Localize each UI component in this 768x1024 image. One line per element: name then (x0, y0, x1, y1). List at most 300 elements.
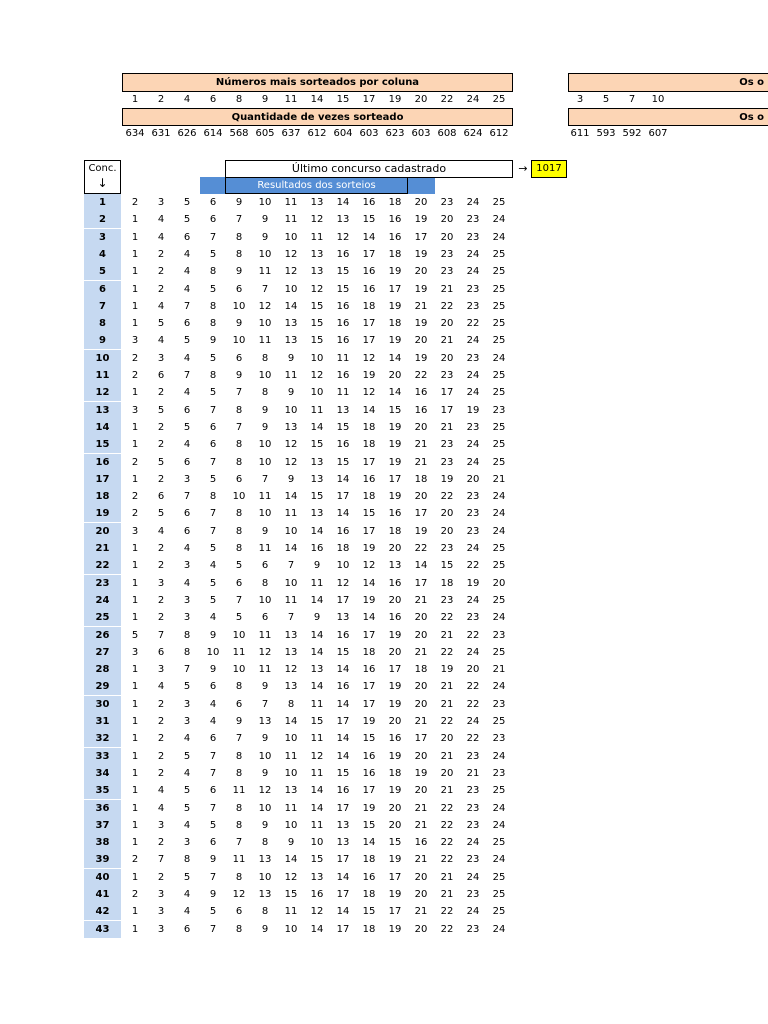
result-cell[interactable]: 9 (261, 421, 269, 433)
result-cell[interactable]: 7 (261, 283, 269, 295)
result-cell[interactable]: 9 (261, 733, 269, 745)
result-cell[interactable]: 20 (492, 577, 506, 589)
result-cell[interactable]: 13 (310, 266, 324, 278)
result-cell[interactable]: 9 (261, 525, 269, 537)
result-cell[interactable]: 3 (183, 560, 191, 572)
result-cell[interactable]: 2 (131, 889, 139, 900)
result-cell[interactable]: 5 (209, 819, 217, 831)
result-cell[interactable]: 12 (284, 871, 298, 883)
result-cell[interactable]: 18 (336, 543, 350, 554)
contest-number[interactable]: 21 (84, 540, 121, 557)
result-cell[interactable]: 18 (362, 923, 376, 935)
result-cell[interactable]: 10 (284, 767, 298, 779)
result-cell[interactable]: 22 (466, 733, 480, 745)
result-cell[interactable]: 1 (131, 266, 139, 278)
contest-number[interactable]: 8 (84, 315, 121, 332)
result-cell[interactable]: 20 (414, 785, 428, 797)
result-cell[interactable]: 4 (183, 767, 191, 779)
result-cell[interactable]: 3 (157, 819, 165, 831)
result-cell[interactable]: 12 (310, 370, 324, 381)
result-cell[interactable]: 24 (466, 335, 480, 347)
result-cell[interactable]: 4 (157, 335, 165, 347)
contest-number[interactable]: 22 (84, 557, 121, 574)
result-cell[interactable]: 1 (131, 733, 139, 745)
result-cell[interactable]: 1 (131, 664, 139, 676)
result-cell[interactable]: 14 (284, 491, 298, 503)
contest-number[interactable]: 14 (84, 419, 121, 436)
result-cell[interactable]: 6 (235, 473, 243, 485)
result-cell[interactable]: 20 (414, 612, 428, 624)
result-cell[interactable]: 10 (232, 491, 246, 503)
result-cell[interactable]: 17 (336, 716, 350, 727)
result-cell[interactable]: 25 (492, 197, 506, 208)
result-cell[interactable]: 20 (414, 871, 428, 883)
result-cell[interactable]: 17 (388, 871, 402, 883)
result-cell[interactable]: 12 (336, 577, 350, 589)
result-cell[interactable]: 14 (336, 750, 350, 762)
result-cell[interactable]: 12 (362, 352, 376, 364)
result-cell[interactable]: 8 (235, 456, 243, 468)
result-cell[interactable]: 8 (235, 508, 243, 520)
contest-number[interactable]: 37 (84, 817, 121, 834)
result-cell[interactable]: 11 (284, 197, 298, 208)
result-cell[interactable]: 2 (157, 266, 165, 278)
result-cell[interactable]: 12 (336, 231, 350, 243)
result-cell[interactable]: 2 (131, 370, 139, 381)
result-cell[interactable]: 1 (131, 785, 139, 797)
result-cell[interactable]: 2 (131, 352, 139, 364)
result-cell[interactable]: 10 (310, 837, 324, 849)
contest-number[interactable]: 4 (84, 246, 121, 263)
result-cell[interactable]: 4 (183, 906, 191, 918)
contest-number[interactable]: 29 (84, 678, 121, 695)
result-cell[interactable]: 11 (284, 802, 298, 814)
result-cell[interactable]: 3 (131, 404, 139, 416)
result-cell[interactable]: 22 (466, 560, 480, 572)
result-cell[interactable]: 4 (183, 889, 191, 900)
result-cell[interactable]: 7 (209, 767, 217, 779)
result-cell[interactable]: 3 (157, 664, 165, 676)
result-cell[interactable]: 2 (157, 421, 165, 433)
result-cell[interactable]: 14 (336, 473, 350, 485)
result-cell[interactable]: 16 (336, 300, 350, 312)
result-cell[interactable]: 21 (414, 854, 428, 866)
result-cell[interactable]: 1 (131, 248, 139, 260)
result-cell[interactable]: 19 (388, 750, 402, 762)
result-cell[interactable]: 14 (362, 404, 376, 416)
contest-number[interactable]: 41 (84, 886, 121, 903)
result-cell[interactable]: 8 (183, 629, 191, 641)
result-cell[interactable]: 23 (440, 197, 454, 208)
result-cell[interactable]: 14 (336, 508, 350, 520)
result-cell[interactable]: 14 (362, 577, 376, 589)
result-cell[interactable]: 6 (209, 439, 217, 451)
result-cell[interactable]: 8 (235, 404, 243, 416)
result-cell[interactable]: 8 (209, 300, 217, 312)
result-cell[interactable]: 4 (183, 387, 191, 399)
result-cell[interactable]: 20 (388, 646, 402, 658)
result-cell[interactable]: 23 (466, 785, 480, 797)
result-cell[interactable]: 6 (183, 456, 191, 468)
result-cell[interactable]: 20 (440, 508, 454, 520)
result-cell[interactable]: 1 (131, 577, 139, 589)
result-cell[interactable]: 19 (362, 594, 376, 606)
result-cell[interactable]: 5 (183, 750, 191, 762)
result-cell[interactable]: 8 (235, 231, 243, 243)
result-cell[interactable]: 17 (336, 594, 350, 606)
result-cell[interactable]: 4 (183, 283, 191, 295)
result-cell[interactable]: 8 (183, 646, 191, 658)
result-cell[interactable]: 13 (284, 629, 298, 641)
result-cell[interactable]: 1 (131, 750, 139, 762)
result-cell[interactable]: 16 (414, 837, 428, 849)
result-cell[interactable]: 8 (235, 543, 243, 554)
result-cell[interactable]: 17 (414, 733, 428, 745)
contest-number[interactable]: 33 (84, 748, 121, 765)
result-cell[interactable]: 7 (209, 923, 217, 935)
result-cell[interactable]: 17 (388, 664, 402, 676)
result-cell[interactable]: 8 (261, 577, 269, 589)
result-cell[interactable]: 16 (388, 612, 402, 624)
result-cell[interactable]: 2 (131, 854, 139, 866)
result-cell[interactable]: 21 (414, 819, 428, 831)
result-cell[interactable]: 11 (232, 646, 246, 658)
result-cell[interactable]: 19 (388, 698, 402, 710)
result-cell[interactable]: 3 (157, 352, 165, 364)
result-cell[interactable]: 5 (131, 629, 139, 641)
contest-number[interactable]: 23 (84, 575, 121, 592)
result-cell[interactable]: 7 (209, 456, 217, 468)
result-cell[interactable]: 5 (157, 456, 165, 468)
result-cell[interactable]: 20 (414, 335, 428, 347)
result-cell[interactable]: 19 (388, 439, 402, 451)
result-cell[interactable]: 18 (362, 491, 376, 503)
result-cell[interactable]: 1 (131, 871, 139, 883)
result-cell[interactable]: 16 (388, 508, 402, 520)
result-cell[interactable]: 21 (440, 681, 454, 693)
result-cell[interactable]: 19 (388, 491, 402, 503)
contest-number[interactable]: 32 (84, 730, 121, 747)
result-cell[interactable]: 3 (157, 889, 165, 900)
result-cell[interactable]: 1 (131, 560, 139, 572)
result-cell[interactable]: 13 (310, 473, 324, 485)
result-cell[interactable]: 10 (232, 664, 246, 676)
result-cell[interactable]: 20 (440, 231, 454, 243)
result-cell[interactable]: 6 (209, 837, 217, 849)
result-cell[interactable]: 24 (492, 508, 506, 520)
result-cell[interactable]: 12 (284, 266, 298, 278)
result-cell[interactable]: 11 (232, 785, 246, 797)
result-cell[interactable]: 19 (414, 352, 428, 364)
result-cell[interactable]: 5 (209, 352, 217, 364)
result-cell[interactable]: 23 (466, 750, 480, 762)
result-cell[interactable]: 14 (414, 560, 428, 572)
result-cell[interactable]: 23 (492, 629, 506, 641)
result-cell[interactable]: 6 (261, 560, 269, 572)
result-cell[interactable]: 19 (466, 404, 480, 416)
result-cell[interactable]: 22 (440, 819, 454, 831)
result-cell[interactable]: 21 (440, 335, 454, 347)
result-cell[interactable]: 17 (362, 318, 376, 330)
result-cell[interactable]: 7 (209, 525, 217, 537)
result-cell[interactable]: 21 (414, 456, 428, 468)
result-cell[interactable]: 23 (492, 698, 506, 710)
result-cell[interactable]: 15 (310, 439, 324, 451)
result-cell[interactable]: 21 (440, 785, 454, 797)
result-cell[interactable]: 4 (183, 352, 191, 364)
result-cell[interactable]: 15 (336, 767, 350, 779)
contest-number[interactable]: 43 (84, 921, 121, 938)
result-cell[interactable]: 9 (261, 214, 269, 226)
result-cell[interactable]: 17 (362, 629, 376, 641)
result-cell[interactable]: 8 (209, 318, 217, 330)
result-cell[interactable]: 1 (131, 231, 139, 243)
result-cell[interactable]: 22 (414, 543, 428, 554)
result-cell[interactable]: 2 (157, 473, 165, 485)
result-cell[interactable]: 16 (336, 785, 350, 797)
result-cell[interactable]: 6 (209, 214, 217, 226)
result-cell[interactable]: 5 (209, 473, 217, 485)
result-cell[interactable]: 21 (414, 439, 428, 451)
result-cell[interactable]: 15 (362, 906, 376, 918)
result-cell[interactable]: 16 (362, 266, 376, 278)
result-cell[interactable]: 5 (209, 387, 217, 399)
result-cell[interactable]: 9 (261, 819, 269, 831)
result-cell[interactable]: 20 (414, 197, 428, 208)
result-cell[interactable]: 22 (440, 612, 454, 624)
result-cell[interactable]: 11 (258, 266, 272, 278)
result-cell[interactable]: 11 (310, 733, 324, 745)
result-cell[interactable]: 25 (492, 594, 506, 606)
result-cell[interactable]: 17 (362, 525, 376, 537)
result-cell[interactable]: 10 (284, 733, 298, 745)
result-cell[interactable]: 12 (258, 300, 272, 312)
result-cell[interactable]: 19 (388, 629, 402, 641)
result-cell[interactable]: 7 (235, 733, 243, 745)
result-cell[interactable]: 21 (414, 594, 428, 606)
result-cell[interactable]: 1 (131, 473, 139, 485)
result-cell[interactable]: 8 (287, 698, 295, 710)
result-cell[interactable]: 24 (466, 197, 480, 208)
result-cell[interactable]: 22 (440, 300, 454, 312)
result-cell[interactable]: 4 (183, 266, 191, 278)
result-cell[interactable]: 7 (209, 508, 217, 520)
result-cell[interactable]: 16 (388, 577, 402, 589)
result-cell[interactable]: 10 (258, 248, 272, 260)
contest-number[interactable]: 42 (84, 903, 121, 920)
result-cell[interactable]: 25 (492, 871, 506, 883)
result-cell[interactable]: 8 (261, 352, 269, 364)
result-cell[interactable]: 20 (440, 352, 454, 364)
result-cell[interactable]: 21 (440, 889, 454, 900)
result-cell[interactable]: 22 (466, 318, 480, 330)
result-cell[interactable]: 7 (235, 387, 243, 399)
result-cell[interactable]: 2 (157, 767, 165, 779)
result-cell[interactable]: 23 (440, 248, 454, 260)
result-cell[interactable]: 12 (362, 560, 376, 572)
contest-number[interactable]: 11 (84, 367, 121, 384)
result-cell[interactable]: 19 (414, 767, 428, 779)
contest-number[interactable]: 13 (84, 402, 121, 419)
result-cell[interactable]: 2 (131, 197, 139, 208)
result-cell[interactable]: 21 (492, 664, 506, 676)
result-cell[interactable]: 5 (183, 421, 191, 433)
result-cell[interactable]: 2 (157, 612, 165, 624)
result-cell[interactable]: 4 (157, 681, 165, 693)
result-cell[interactable]: 14 (310, 681, 324, 693)
result-cell[interactable]: 17 (388, 473, 402, 485)
result-cell[interactable]: 7 (261, 473, 269, 485)
result-cell[interactable]: 11 (310, 404, 324, 416)
result-cell[interactable]: 22 (440, 854, 454, 866)
result-cell[interactable]: 11 (284, 508, 298, 520)
result-cell[interactable]: 20 (414, 491, 428, 503)
result-cell[interactable]: 4 (209, 560, 217, 572)
result-cell[interactable]: 23 (466, 231, 480, 243)
result-cell[interactable]: 10 (258, 871, 272, 883)
result-cell[interactable]: 7 (183, 664, 191, 676)
result-cell[interactable]: 2 (157, 698, 165, 710)
result-cell[interactable]: 13 (258, 854, 272, 866)
result-cell[interactable]: 9 (235, 197, 243, 208)
result-cell[interactable]: 9 (261, 231, 269, 243)
result-cell[interactable]: 2 (157, 594, 165, 606)
result-cell[interactable]: 17 (362, 248, 376, 260)
result-cell[interactable]: 14 (310, 923, 324, 935)
result-cell[interactable]: 1 (131, 681, 139, 693)
contest-number[interactable]: 30 (84, 696, 121, 713)
result-cell[interactable]: 22 (466, 629, 480, 641)
contest-number[interactable]: 25 (84, 609, 121, 626)
result-cell[interactable]: 10 (284, 819, 298, 831)
result-cell[interactable]: 3 (183, 698, 191, 710)
result-cell[interactable]: 15 (310, 854, 324, 866)
result-cell[interactable]: 14 (362, 231, 376, 243)
result-cell[interactable]: 1 (131, 716, 139, 727)
result-cell[interactable]: 14 (310, 421, 324, 433)
result-cell[interactable]: 20 (414, 923, 428, 935)
result-cell[interactable]: 8 (209, 370, 217, 381)
result-cell[interactable]: 17 (362, 335, 376, 347)
result-cell[interactable]: 15 (336, 421, 350, 433)
result-cell[interactable]: 8 (235, 871, 243, 883)
result-cell[interactable]: 24 (466, 456, 480, 468)
result-cell[interactable]: 5 (209, 906, 217, 918)
result-cell[interactable]: 24 (492, 819, 506, 831)
contest-number[interactable]: 31 (84, 713, 121, 730)
result-cell[interactable]: 21 (440, 421, 454, 433)
contest-number[interactable]: 28 (84, 661, 121, 678)
result-cell[interactable]: 20 (388, 543, 402, 554)
result-cell[interactable]: 16 (310, 543, 324, 554)
result-cell[interactable]: 9 (209, 854, 217, 866)
result-cell[interactable]: 9 (261, 767, 269, 779)
result-cell[interactable]: 8 (261, 837, 269, 849)
result-cell[interactable]: 6 (209, 733, 217, 745)
result-cell[interactable]: 12 (284, 439, 298, 451)
result-cell[interactable]: 2 (157, 750, 165, 762)
result-cell[interactable]: 13 (258, 716, 272, 727)
result-cell[interactable]: 10 (206, 646, 220, 658)
result-cell[interactable]: 18 (362, 421, 376, 433)
result-cell[interactable]: 10 (258, 318, 272, 330)
result-cell[interactable]: 6 (235, 698, 243, 710)
result-cell[interactable]: 16 (310, 889, 324, 900)
result-cell[interactable]: 10 (310, 352, 324, 364)
result-cell[interactable]: 8 (209, 491, 217, 503)
result-cell[interactable]: 10 (258, 439, 272, 451)
result-cell[interactable]: 14 (336, 197, 350, 208)
result-cell[interactable]: 24 (492, 214, 506, 226)
result-cell[interactable]: 14 (310, 785, 324, 797)
result-cell[interactable]: 2 (157, 560, 165, 572)
result-cell[interactable]: 16 (336, 525, 350, 537)
result-cell[interactable]: 24 (466, 716, 480, 727)
result-cell[interactable]: 15 (362, 819, 376, 831)
result-cell[interactable]: 18 (388, 318, 402, 330)
result-cell[interactable]: 16 (336, 629, 350, 641)
result-cell[interactable]: 20 (440, 214, 454, 226)
result-cell[interactable]: 13 (310, 871, 324, 883)
result-cell[interactable]: 10 (284, 923, 298, 935)
result-cell[interactable]: 25 (492, 421, 506, 433)
result-cell[interactable]: 15 (388, 404, 402, 416)
result-cell[interactable]: 12 (310, 214, 324, 226)
result-cell[interactable]: 25 (492, 837, 506, 849)
result-cell[interactable]: 8 (235, 802, 243, 814)
result-cell[interactable]: 20 (466, 664, 480, 676)
result-cell[interactable]: 18 (362, 439, 376, 451)
result-cell[interactable]: 16 (362, 664, 376, 676)
result-cell[interactable]: 25 (492, 889, 506, 900)
result-cell[interactable]: 19 (388, 785, 402, 797)
result-cell[interactable]: 11 (258, 491, 272, 503)
result-cell[interactable]: 5 (209, 594, 217, 606)
result-cell[interactable]: 6 (157, 491, 165, 503)
result-cell[interactable]: 7 (183, 370, 191, 381)
result-cell[interactable]: 16 (388, 231, 402, 243)
result-cell[interactable]: 16 (362, 197, 376, 208)
result-cell[interactable]: 18 (362, 300, 376, 312)
result-cell[interactable]: 12 (310, 283, 324, 295)
result-cell[interactable]: 11 (310, 231, 324, 243)
result-cell[interactable]: 4 (209, 716, 217, 727)
result-cell[interactable]: 20 (388, 716, 402, 727)
result-cell[interactable]: 5 (183, 681, 191, 693)
result-cell[interactable]: 17 (336, 889, 350, 900)
result-cell[interactable]: 4 (183, 248, 191, 260)
result-cell[interactable]: 23 (466, 923, 480, 935)
result-cell[interactable]: 8 (235, 248, 243, 260)
result-cell[interactable]: 8 (235, 681, 243, 693)
result-cell[interactable]: 7 (287, 612, 295, 624)
result-cell[interactable]: 8 (261, 387, 269, 399)
result-cell[interactable]: 13 (388, 560, 402, 572)
result-cell[interactable]: 16 (362, 750, 376, 762)
contest-number[interactable]: 3 (84, 229, 121, 246)
result-cell[interactable]: 19 (440, 473, 454, 485)
result-cell[interactable]: 16 (336, 681, 350, 693)
result-cell[interactable]: 3 (131, 646, 139, 658)
result-cell[interactable]: 8 (235, 750, 243, 762)
result-cell[interactable]: 6 (235, 906, 243, 918)
result-cell[interactable]: 18 (362, 854, 376, 866)
result-cell[interactable]: 13 (310, 664, 324, 676)
result-cell[interactable]: 12 (232, 889, 246, 900)
result-cell[interactable]: 7 (235, 421, 243, 433)
result-cell[interactable]: 2 (131, 508, 139, 520)
result-cell[interactable]: 7 (235, 214, 243, 226)
